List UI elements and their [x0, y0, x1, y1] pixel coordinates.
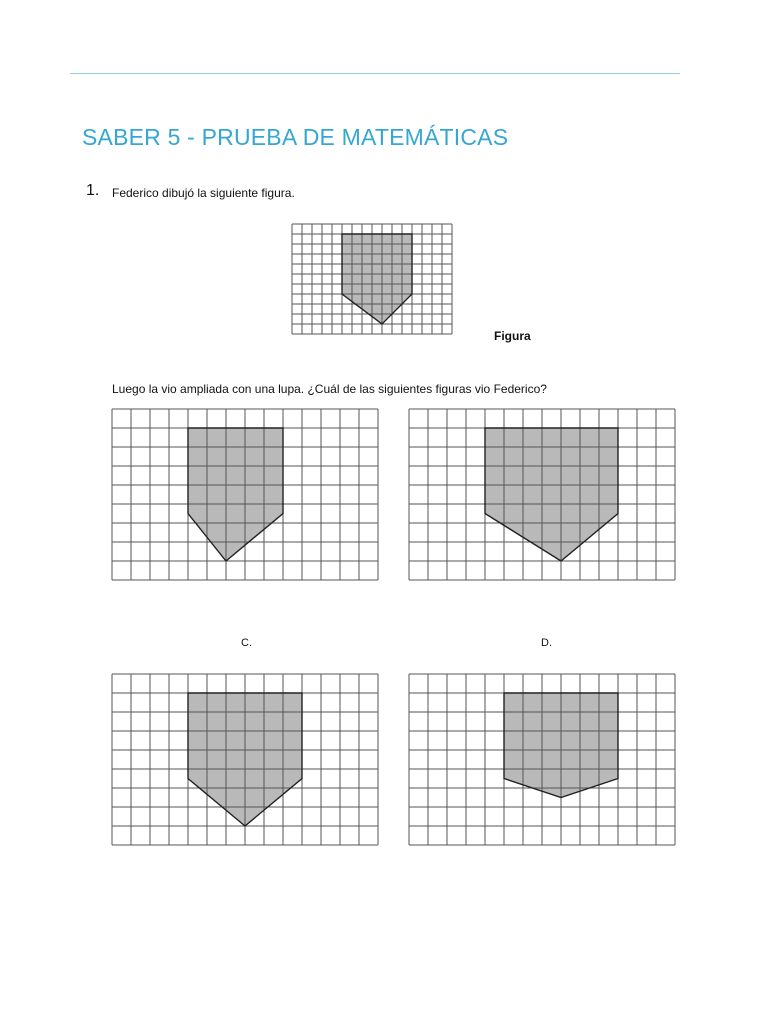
subquestion-text: Luego la vio ampliada con una lupa. ¿Cuál de las siguientes figuras vio Federico?: [112, 382, 547, 396]
shape-fill: [485, 428, 618, 561]
question-text: Federico dibujó la siguiente figura.: [112, 186, 295, 200]
figure-caption: Figura: [494, 329, 531, 343]
option-a-figure[interactable]: [112, 409, 382, 589]
original-figure-grid: [292, 224, 454, 338]
shape-fill: [188, 428, 283, 561]
option-b-figure[interactable]: [409, 409, 679, 589]
header-rule: [70, 73, 680, 74]
option-c-label: C.: [241, 637, 252, 649]
page-title: SABER 5 - PRUEBA DE MATEMÁTICAS: [82, 124, 509, 150]
option-d-label: D.: [541, 637, 552, 649]
option-c-figure[interactable]: [112, 674, 382, 854]
question-number: 1.: [86, 182, 100, 199]
option-d-figure[interactable]: [409, 674, 679, 854]
